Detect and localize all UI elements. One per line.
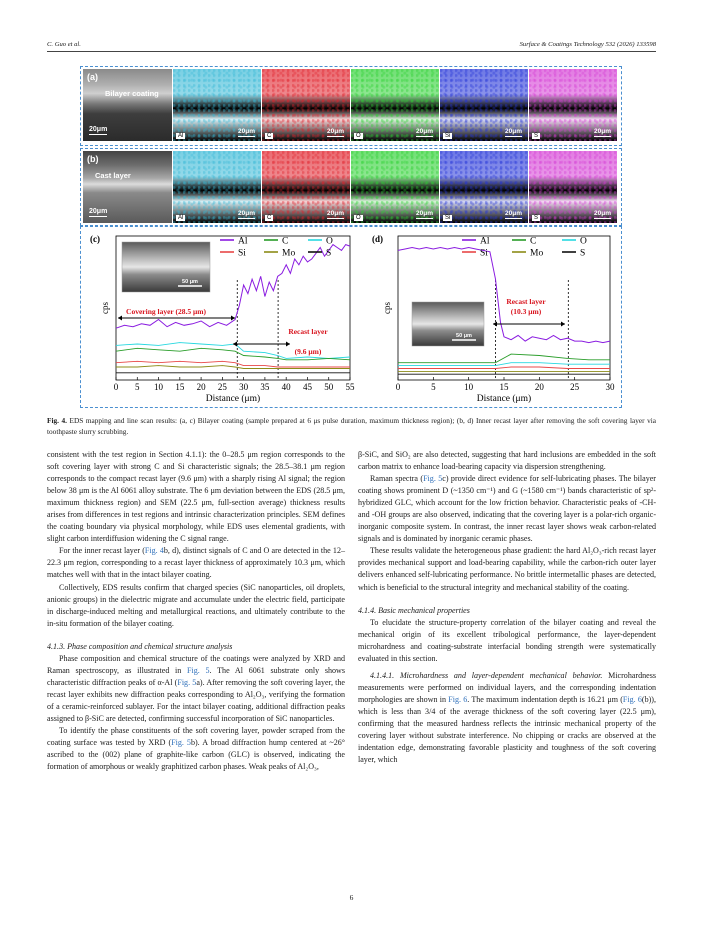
section-heading-4-1-4-1: 4.1.4.1. Microhardness and layer-dependent mechanical behavior. bbox=[370, 670, 603, 680]
eds-map-label: Si bbox=[445, 215, 451, 221]
figure-4 bbox=[80, 66, 622, 406]
right-paragraph-2 bbox=[358, 473, 656, 545]
panel-label: (d) bbox=[372, 234, 383, 244]
x-tick-label: 5 bbox=[431, 382, 436, 392]
y-axis-label: cps bbox=[382, 302, 392, 314]
left-paragraph-1: consistent with the test region in Section 4.1.1): the 0–28.5 μm region corresponds to the soft covering layer with strong C and Si characteristic signals; the 28.5–38.1 μm region corresponds to the compact recast layer (9.6 μm) with a sharply rising Al signal; the region below 38 μm is the Al 6061 alloy substrate. The 6 μm deviation between the EDS (28.5 μm, maximum thickness region) and SEM (22.5 μm, full-section average) thickness results arises from differences in test regions and intrinsic characterization principles. SEM defines the coating boundary via physical morphology, while EDS uses elemental gradients, with slight carbon interdiffusion widening the C signal range. bbox=[47, 450, 345, 544]
eds-map-label: Al bbox=[178, 215, 184, 221]
legend-entry: S bbox=[580, 248, 586, 259]
annotation-label: Recast layer bbox=[506, 297, 546, 306]
eds-map-c bbox=[262, 151, 350, 223]
header-rule bbox=[47, 51, 656, 52]
eds-map-label: Al bbox=[178, 133, 184, 139]
x-tick-label: 5 bbox=[135, 382, 140, 392]
eds-map-c bbox=[262, 69, 350, 141]
eds-map-al bbox=[173, 151, 261, 223]
text-run: b, d), distinct signals of C and O are detected in the 12–22.3 μm region, corresponding to a recast layer thickness of approximately 10.3 μm, which matches well with that in the intact bilayer coating. bbox=[47, 546, 345, 580]
annotation-label: (10.3 μm) bbox=[510, 307, 542, 316]
text-run: Raman spectra ( bbox=[370, 474, 424, 484]
panel-label-a: (a) bbox=[87, 72, 98, 82]
eds-map-scale: 20μm bbox=[238, 210, 255, 217]
y-axis-label: cps bbox=[100, 302, 110, 314]
right-paragraph-1: β-SiC, and SiO₂ are also detected, suggesting that hard inclusions are embedded in the soft carbon matrix to enhance load-bearing capacity via dispersion strengthening. bbox=[358, 450, 656, 472]
right-paragraph-4: To elucidate the structure-property correlation of the bilayer coating and reveal the mechanical origin of its excellent tribological performance, the layer-dependent microhardness and coating-substrate interfacial bonding strength were systematically evaluated in this section. bbox=[358, 617, 656, 663]
eds-map-scale: 20μm bbox=[416, 128, 433, 135]
left-paragraph-5 bbox=[47, 725, 345, 773]
eds-map-scale: 20μm bbox=[594, 128, 611, 135]
spacer bbox=[47, 630, 345, 635]
eds-map-label: C bbox=[267, 215, 272, 221]
fig-6-link[interactable]: Fig. 6 bbox=[448, 694, 468, 704]
x-tick-label: 45 bbox=[302, 382, 312, 392]
legend-entry: C bbox=[530, 236, 537, 247]
x-tick-label: 20 bbox=[534, 382, 544, 392]
legend-entry: O bbox=[580, 236, 587, 247]
sem-label-bilayer: Bilayer coating bbox=[105, 89, 159, 98]
legend-entry: O bbox=[326, 236, 333, 247]
eds-map-scale: 20μm bbox=[327, 210, 344, 217]
eds-map-scale: 20μm bbox=[416, 210, 433, 217]
section-heading-4-1-4: 4.1.4. Basic mechanical properties bbox=[358, 605, 470, 615]
eds-map-scale: 20μm bbox=[327, 128, 344, 135]
text-run: a). After removing the soft covering layer, the recast layer exhibits new diffraction peaks corresponding to Al₂O₃, verifying the formation of a ceramic-reinforced sublayer. For the intact bilayer coating, additional diffraction peaks assigned to β-SiC are detected, confirming successful incorporation of SiC nanoparticles. bbox=[47, 677, 345, 723]
text-run: c) provide direct evidence for self-lubricating phases. The bilayer coating shows prominent D (~1350 cm⁻¹) and G (~1580 cm⁻¹) bands characteristic of sp²-hybridized GLC, which account for the low friction behavior. Characteristic peaks of -CH- and -OH groups are also observed, indicating that the covering layer is a polar-rich organic-inorganic composite system. In contrast, the inner recast layer shows weak carbon-related signals and is dominated by inorganic ceramic phases. bbox=[358, 474, 656, 544]
eds-map-scale: 20μm bbox=[594, 210, 611, 217]
spacer bbox=[358, 594, 656, 599]
sem-image-cast bbox=[83, 151, 172, 223]
x-axis-label: Distance (μm) bbox=[476, 394, 532, 404]
eds-map-label: C bbox=[267, 133, 272, 139]
fig-5-link[interactable]: Fig. 5 bbox=[171, 738, 191, 748]
caption-text: EDS mapping and line scan results: (a, c) Bilayer coating (sample prepared at 6 μs pulse duration, maximum thickness region); (b, d) Inner recast layer after removing the soft covering layer via toothpaste slurry scrubbing. bbox=[47, 416, 656, 436]
eds-map-label: Si bbox=[445, 133, 451, 139]
eds-map-s bbox=[529, 69, 617, 141]
legend-entry: Mo bbox=[282, 248, 296, 259]
eds-map-label: O bbox=[356, 215, 361, 221]
text-run: For the inner recast layer ( bbox=[59, 546, 145, 556]
caption-label: Fig. 4. bbox=[47, 416, 67, 425]
x-tick-label: 55 bbox=[345, 382, 355, 392]
eds-map-si bbox=[440, 69, 528, 141]
eds-map-scale: 20μm bbox=[505, 128, 522, 135]
arrow-head bbox=[118, 316, 122, 321]
left-paragraph-3: Collectively, EDS results confirm that charged species (SiC nanoparticles, oil droplets, anionic groups) in the dielectric migrate and accumulate under the electric field, participate in discharge-induced melting and metallurgical reactions, and ultimately contribute to the in-situ formation of the bilayer coating. bbox=[47, 582, 345, 628]
body-right-column bbox=[358, 449, 656, 766]
x-tick-label: 15 bbox=[499, 382, 509, 392]
legend-entry: Si bbox=[238, 248, 246, 259]
x-tick-label: 30 bbox=[239, 382, 249, 392]
sem-scale-b: 20μm bbox=[89, 208, 108, 215]
x-tick-label: 25 bbox=[217, 382, 227, 392]
page-number: 6 bbox=[349, 893, 354, 902]
x-tick-label: 15 bbox=[175, 382, 185, 392]
figure-caption bbox=[47, 416, 656, 437]
inset-scale-label: 50 μm bbox=[456, 333, 472, 339]
legend-entry: S bbox=[326, 248, 332, 259]
running-header-authors: C. Guo et al. bbox=[47, 41, 81, 48]
fig-4-link[interactable]: Fig. 4 bbox=[144, 546, 164, 556]
eds-map-label: S bbox=[534, 133, 539, 139]
fig-5-link[interactable]: Fig. 5 bbox=[187, 665, 210, 675]
x-tick-label: 0 bbox=[113, 382, 119, 392]
section-heading-4-1-3: 4.1.3. Phase composition and chemical structure analysis bbox=[47, 641, 233, 651]
text-run: . The maximum indentation depth is 16.21 μm ( bbox=[467, 694, 623, 704]
x-tick-label: 40 bbox=[281, 382, 291, 392]
x-tick-label: 50 bbox=[324, 382, 334, 392]
text-run: Phase composition and chemical structure of the coatings were analyzed by XRD and Raman spectroscopy, as illustrated in bbox=[47, 653, 345, 675]
x-tick-label: 25 bbox=[570, 382, 580, 392]
legend-entry: Si bbox=[480, 248, 488, 259]
arrow-head bbox=[561, 322, 565, 327]
panel-label: (c) bbox=[90, 234, 100, 244]
body-left-column bbox=[47, 449, 345, 773]
fig-5-link[interactable]: Fig. 5 bbox=[177, 677, 197, 687]
panel-label-b: (b) bbox=[87, 154, 99, 164]
x-tick-label: 35 bbox=[260, 382, 270, 392]
legend-entry: Al bbox=[480, 236, 490, 247]
running-header-journal: Surface & Coatings Technology 532 (2026) 133598 bbox=[519, 41, 656, 48]
left-paragraph-4 bbox=[47, 653, 345, 725]
line-scan-chart-c bbox=[80, 224, 365, 406]
annotation-label: Recast layer bbox=[288, 327, 328, 336]
chart-c-svg bbox=[80, 224, 365, 406]
annotation-label: (9.6 μm) bbox=[294, 347, 322, 356]
eds-map-scale: 20μm bbox=[505, 210, 522, 217]
text-run: (b)), which is less than 3/4 of the average thickness of the soft covering layer (22.5 μm), confirming that the measured hardness reflects the intrinsic mechanical property of the covering layer without substrate interference. No chipping or cracks are observed at the indentation edge, demonstrating favorable plasticity and toughness of the soft covering layer, which bbox=[358, 694, 656, 765]
eds-map-si bbox=[440, 151, 528, 223]
eds-map-o bbox=[351, 69, 439, 141]
line-scan-chart-d bbox=[370, 224, 620, 406]
right-paragraph-3: These results validate the heterogeneous phase gradient: the hard Al₂O₃-rich recast layer provides mechanical support and load-bearing capability, while the carbon-rich outer layer delivers enhanced self-lubricating performance. No brittle intermetallic phases are detected, which is beneficial to the structural integrity and mechanical stability of the coating. bbox=[358, 546, 656, 592]
fig-6-link[interactable]: Fig. 6 bbox=[622, 694, 642, 704]
x-tick-label: 20 bbox=[196, 382, 206, 392]
x-axis-label: Distance (μm) bbox=[205, 394, 261, 404]
legend-entry: C bbox=[282, 236, 289, 247]
fig-5-link[interactable]: Fig. 5 bbox=[423, 474, 443, 484]
eds-map-al bbox=[173, 69, 261, 141]
legend-entry: Al bbox=[238, 236, 248, 247]
text-run: Microhardness measurements were performed on individual layers, and the corresponding indentation morphologies are shown in bbox=[358, 670, 656, 704]
text-run: b). A broad diffraction hump centered at ~26° ascribed to the (002) plane of graphite-like carbon (GLC) is observed, indicating the formation of amorphous or weakly graphitized carbon phases. Weak peaks of Al₂O₃, bbox=[47, 738, 345, 772]
text-run: To identify the phase constituents of the soft covering layer, powder scraped from the coating surface was tested by XRD ( bbox=[47, 726, 345, 748]
annotation-label: Covering layer (28.5 μm) bbox=[126, 307, 206, 316]
sem-scale-a: 20μm bbox=[89, 126, 108, 133]
x-tick-label: 0 bbox=[395, 382, 401, 392]
right-paragraph-5 bbox=[358, 670, 656, 766]
eds-map-s bbox=[529, 151, 617, 223]
arrow-head bbox=[493, 322, 497, 327]
eds-map-label: S bbox=[534, 215, 539, 221]
chart-d-svg bbox=[370, 224, 620, 406]
legend-entry: Mo bbox=[530, 248, 544, 259]
eds-map-o bbox=[351, 151, 439, 223]
x-tick-label: 10 bbox=[154, 382, 164, 392]
x-tick-label: 30 bbox=[605, 382, 615, 392]
inset-scale-label: 50 μm bbox=[182, 279, 198, 285]
series-line-c bbox=[398, 354, 610, 363]
eds-map-scale: 20μm bbox=[238, 128, 255, 135]
eds-map-label: O bbox=[356, 133, 361, 139]
sem-label-cast: Cast layer bbox=[95, 171, 131, 180]
arrow-head bbox=[233, 342, 237, 347]
arrow-head bbox=[286, 342, 290, 347]
x-tick-label: 10 bbox=[464, 382, 474, 392]
series-line-si bbox=[398, 367, 610, 369]
sem-image-bilayer bbox=[83, 69, 172, 141]
left-paragraph-2 bbox=[47, 545, 345, 581]
text-run: . The Al 6061 substrate only shows characteristic diffraction peaks of α-Al ( bbox=[47, 665, 345, 687]
